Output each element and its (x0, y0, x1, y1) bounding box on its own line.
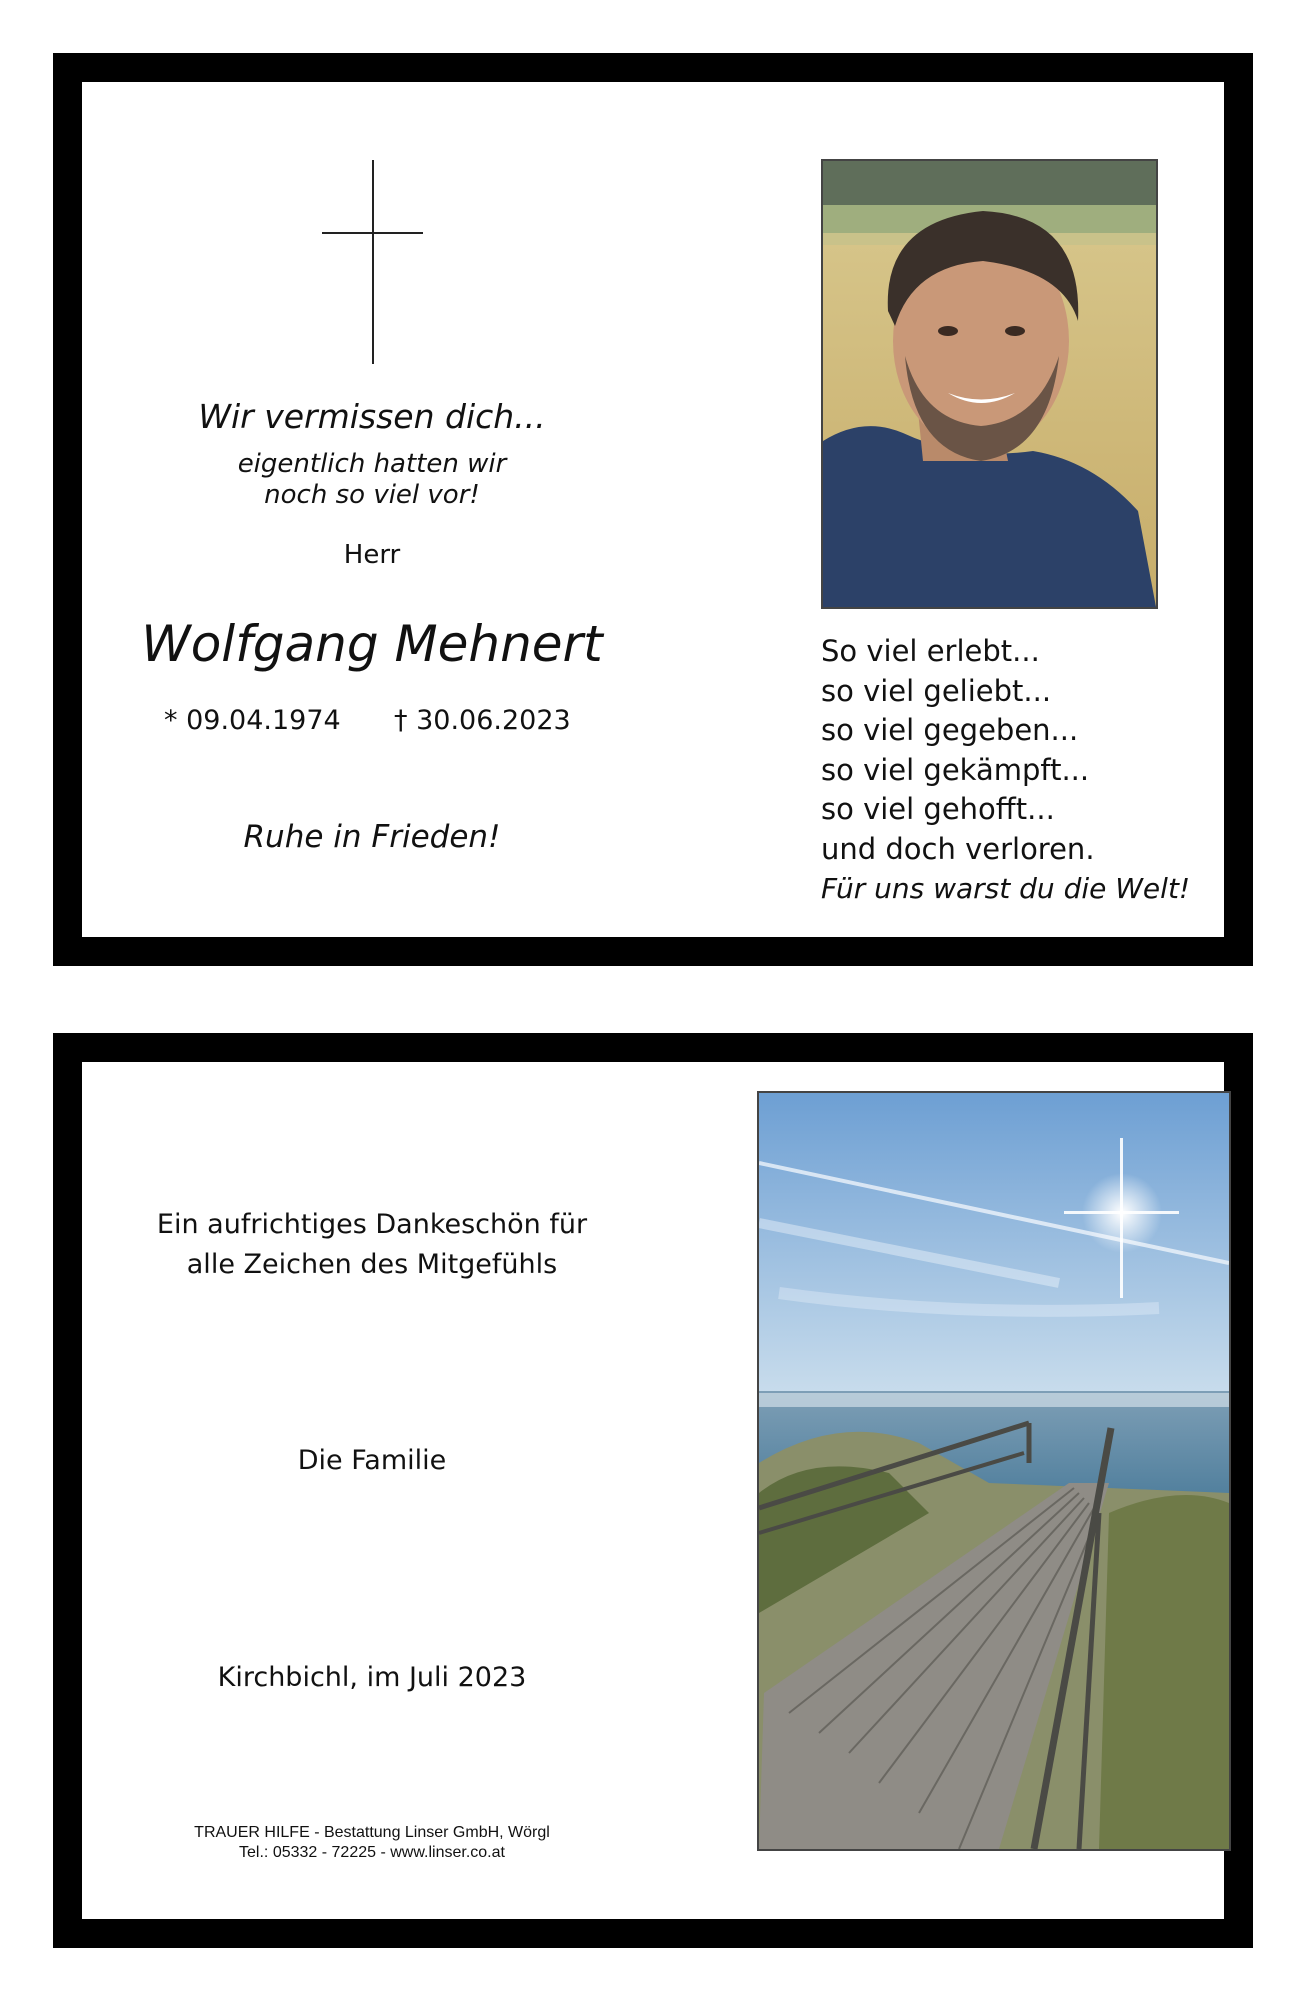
beach-image (759, 1093, 1229, 1849)
thanks-text (142, 1205, 602, 1285)
cross-icon (372, 160, 374, 364)
poem-line: so viel gekämpft... (821, 752, 1090, 787)
poem-line: so viel gehofft... (821, 792, 1055, 826)
signature: Die Familie (297, 1445, 447, 1476)
front-card (53, 53, 1253, 966)
poem-line: und doch verloren. (821, 831, 1095, 866)
place-date: Kirchbichl, im Juli 2023 (217, 1662, 527, 1693)
front-card-inner (79, 79, 1227, 940)
footer-line-1: TRAUER HILFE - Bestattung Linser GmbH, Wörgl (194, 1824, 550, 1841)
funeral-home-footer (142, 1823, 602, 1863)
poem-line: So viel erlebt... (821, 634, 1040, 668)
closing-line: Für uns warst du die Welt! (821, 872, 1191, 905)
back-card-inner (79, 1059, 1227, 1922)
subheading-line-1: eigentlich hatten wir (237, 449, 507, 479)
birth-date: * 09.04.1974 (164, 705, 341, 736)
portrait-photo (821, 159, 1158, 609)
subheading-line-2: noch so viel vor! (264, 480, 480, 510)
poem (821, 632, 1095, 869)
subheading (142, 449, 602, 511)
heading: Wir vermissen dich... (198, 397, 546, 436)
poem-line: so viel gegeben... (821, 713, 1079, 747)
poem-line: so viel geliebt... (821, 673, 1052, 708)
thanks-line-2: alle Zeichen des Mitgefühls (186, 1249, 558, 1280)
farewell: Ruhe in Frieden! (243, 819, 501, 855)
portrait-image (823, 161, 1156, 607)
honorific: Herr (343, 540, 401, 570)
cross-icon-bar (322, 232, 423, 234)
beach-photo (757, 1091, 1231, 1851)
back-card (53, 1033, 1253, 1948)
footer-line-2: Tel.: 05332 - 72225 - www.linser.co.at (239, 1844, 505, 1861)
deceased-name: Wolfgang Mehnert (141, 615, 603, 673)
thanks-line-1: Ein aufrichtiges Dankeschön für (156, 1209, 588, 1240)
death-date: † 30.06.2023 (394, 705, 571, 736)
